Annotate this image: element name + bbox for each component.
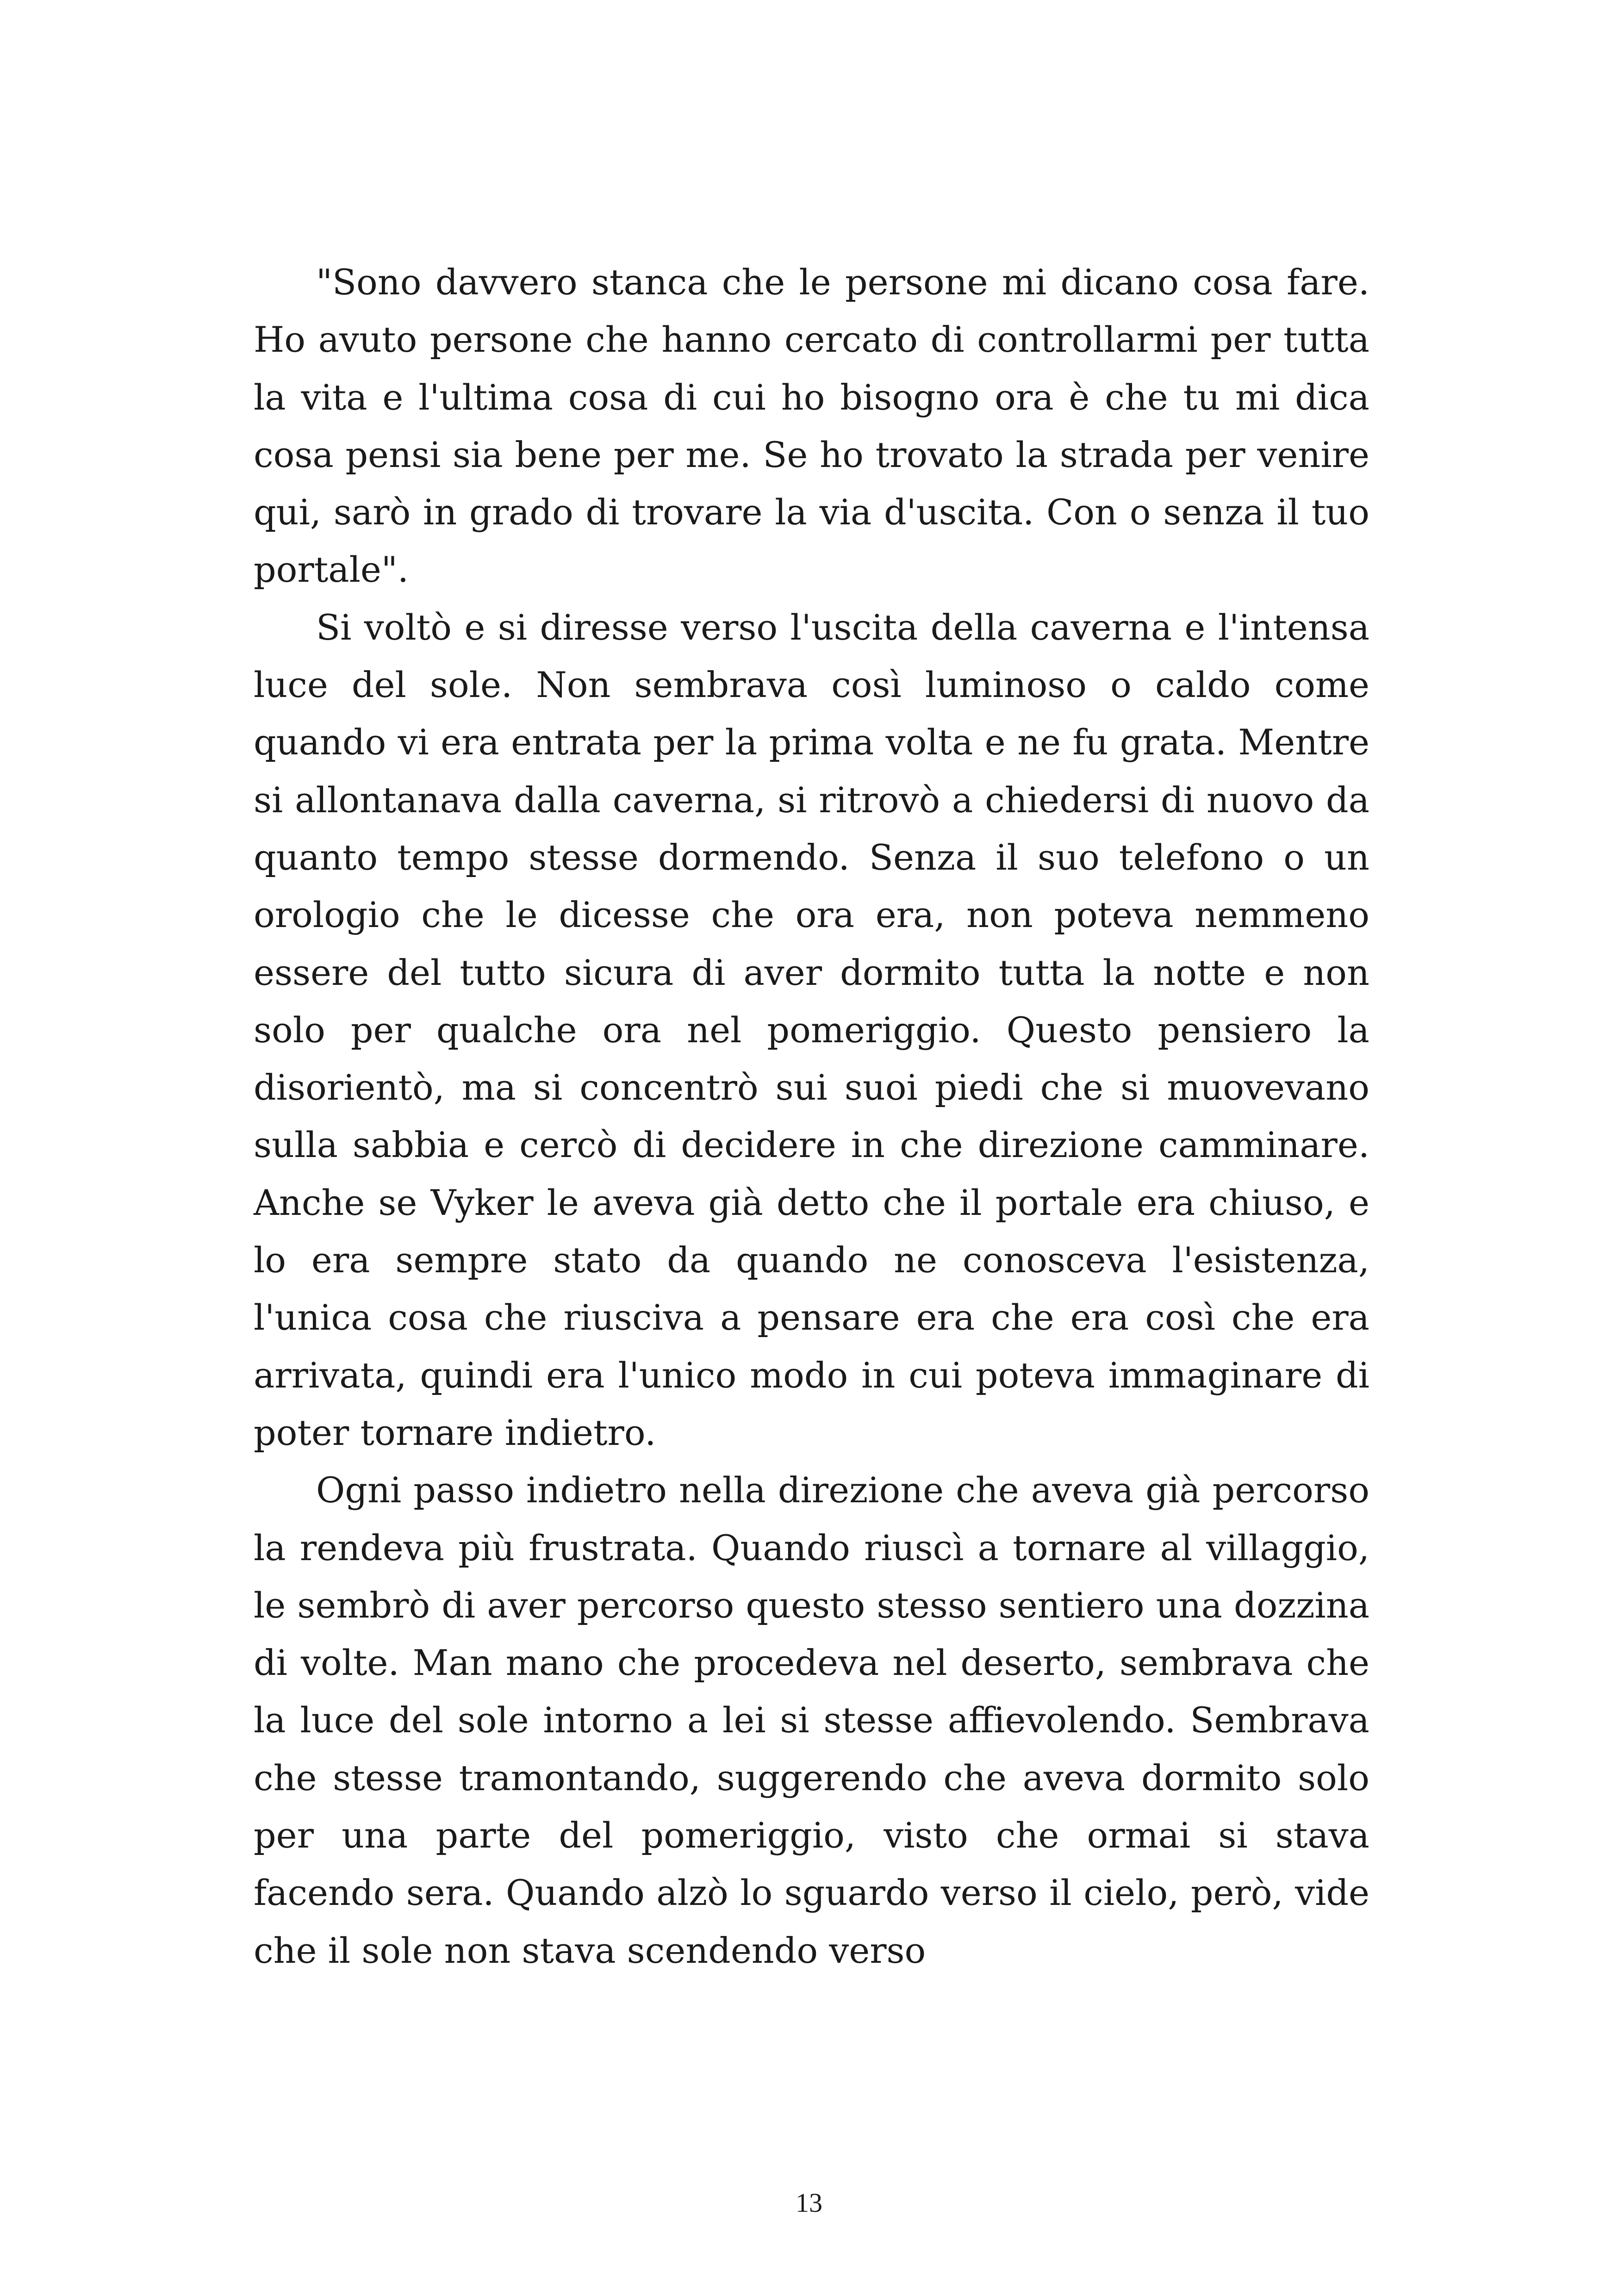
page-number: 13 (796, 2188, 822, 2218)
paragraph-3: Ogni passo indietro nella direzione che aveva già percorso la rendeva più frustrata. Quando riuscì a tornare al villaggio, le sembrò di aver percorso questo stesso sentiero una dozzina di volte. Man mano che procedeva nel deserto, sembrava che la luce del sole intorno a lei si stesse affievolendo. Sembrava che stesse tramontando, suggerendo che aveva dormito solo per una parte del pomeriggio, visto che ormai si stava facendo sera. Quando alzò lo sguardo verso il cielo, però, vide che il sole non stava scendendo verso (254, 1469, 1369, 1971)
paragraph-2: Si voltò e si diresse verso l'uscita della caverna e l'intensa luce del sole. Non sembrava così luminoso o caldo come quando vi era entrata per la prima volta e ne fu grata. Mentre si allontanava dalla caverna, si ritrovò a chiedersi di nuovo da quanto tempo stesse dormendo. Senza il suo telefono o un orologio che le dicesse che ora era, non poteva nemmeno essere del tutto sicura di aver dormito tutta la notte e non solo per qualche ora nel pomeriggio. Questo pensiero la disorientò, ma si concentrò sui suoi piedi che si muovevano sulla sabbia e cercò di decidere in che direzione camminare. Anche se Vyker le aveva già detto che il portale era chiuso, e lo era sempre stato da quando ne conosceva l'esistenza, l'unica cosa che riusciva a pensare era che era così che era arrivata, quindi era l'unico modo in cui poteva immaginare di poter tornare indietro. (254, 606, 1369, 1453)
body-text (254, 254, 1369, 1979)
paragraph-1: "Sono davvero stanca che le persone mi dicano cosa fare. Ho avuto persone che hanno cercato di controllarmi per tutta la vita e l'ultima cosa di cui ho bisogno ora è che tu mi dica cosa pensi sia bene per me. Se ho trovato la strada per venire qui, sarò in grado di trovare la via d'uscita. Con o senza il tuo portale". (254, 261, 1369, 591)
